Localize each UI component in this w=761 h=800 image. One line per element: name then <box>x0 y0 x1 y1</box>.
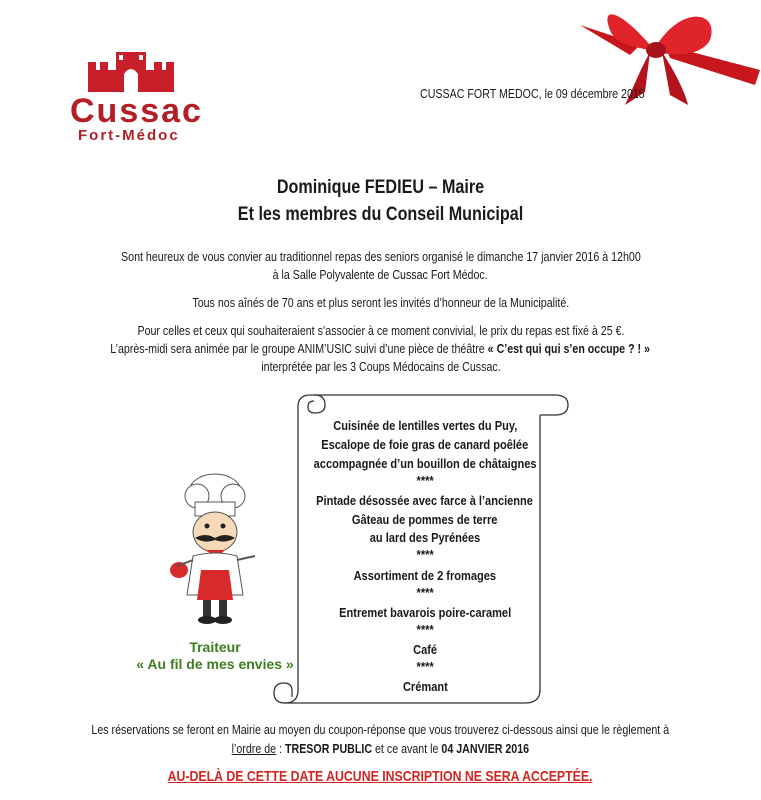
menu-separator: **** <box>416 547 434 562</box>
troupe-line: interprétée par les 3 Coups Médocains de Cussac. <box>260 359 501 374</box>
play-title: « C’est qui qui s’en occupe ? ! » <box>488 341 651 356</box>
price-paragraph <box>0 322 761 376</box>
colon: : <box>276 741 286 756</box>
menu-item: Cuisinée de lentilles vertes du Puy, <box>332 418 518 433</box>
menu-item: Crémant <box>402 679 448 694</box>
invitation-line-1: Sont heureux de vous convier au traditionnel repas des seniors organisé le dimanche 17 janvier 2016 à 12h00 <box>120 249 641 264</box>
honor-line: Tous nos aînés de 70 ans et plus seront les invités d’honneur de la Municipalité. <box>192 295 569 310</box>
chef-illustration <box>165 470 275 630</box>
menu-item: Gâteau de pommes de terre <box>352 512 498 527</box>
reservation-line-1: Les réservations se feront en Mairie au moyen du coupon-réponse que vous trouverez ci-dessous ainsi que le règlement à <box>91 722 670 737</box>
menu-separator: **** <box>416 585 434 600</box>
menu-separator: **** <box>416 473 434 488</box>
order-label: l’ordre de <box>231 741 277 756</box>
animation-line <box>111 340 651 358</box>
menu-separator: **** <box>416 622 434 637</box>
menu-item: Entremet bavarois poire-caramel <box>339 605 511 620</box>
caterer-name: « Au fil de mes envies » <box>136 656 294 672</box>
price-line: Pour celles et ceux qui souhaiteraient s’associer à ce moment convivial, le prix du repas est fixé à 25 €. <box>136 323 625 338</box>
deadline-text: et ce avant le <box>372 741 442 756</box>
menu-item: accompagnée d’un bouillon de châtaignes <box>313 456 537 471</box>
reservation-line-2 <box>0 741 761 756</box>
caterer-label: Traiteur <box>189 639 241 655</box>
date-line: CUSSAC FORT MEDOC, le 09 décembre 2015 <box>420 86 645 101</box>
payee: TRESOR PUBLIC <box>285 741 373 756</box>
logo-wordmark: Cussac <box>70 92 203 130</box>
title-line-2: Et les membres du Conseil Municipal <box>237 204 524 225</box>
menu-item: Escalope de foie gras de canard poêlée <box>321 437 529 452</box>
menu-item: au lard des Pyrénées <box>369 530 481 545</box>
honor-paragraph <box>0 294 761 312</box>
title-line-1: Dominique FEDIEU – Maire <box>276 177 485 198</box>
invitation-paragraph <box>0 248 761 284</box>
menu-item: Pintade désossée avec farce à l’ancienne <box>316 493 534 508</box>
menu-separator: **** <box>416 659 434 674</box>
deadline-warning: AU-DELÀ DE CETTE DATE AUCUNE INSCRIPTION NE SERA ACCEPTÉE. <box>168 768 593 785</box>
animation-text: L’après-midi sera animée par le groupe ANIM’USIC suivi d’une pièce de théâtre <box>110 341 489 356</box>
deadline-date: 04 JANVIER 2016 <box>441 741 530 756</box>
menu-item: Café <box>413 642 437 657</box>
invitation-line-2: à la Salle Polyvalente de Cussac Fort Médoc. <box>272 267 489 282</box>
logo-subtitle: Fort-Médoc <box>78 127 180 144</box>
menu-item: Assortiment de 2 fromages <box>353 568 497 583</box>
castle-logo-icon <box>88 52 174 92</box>
